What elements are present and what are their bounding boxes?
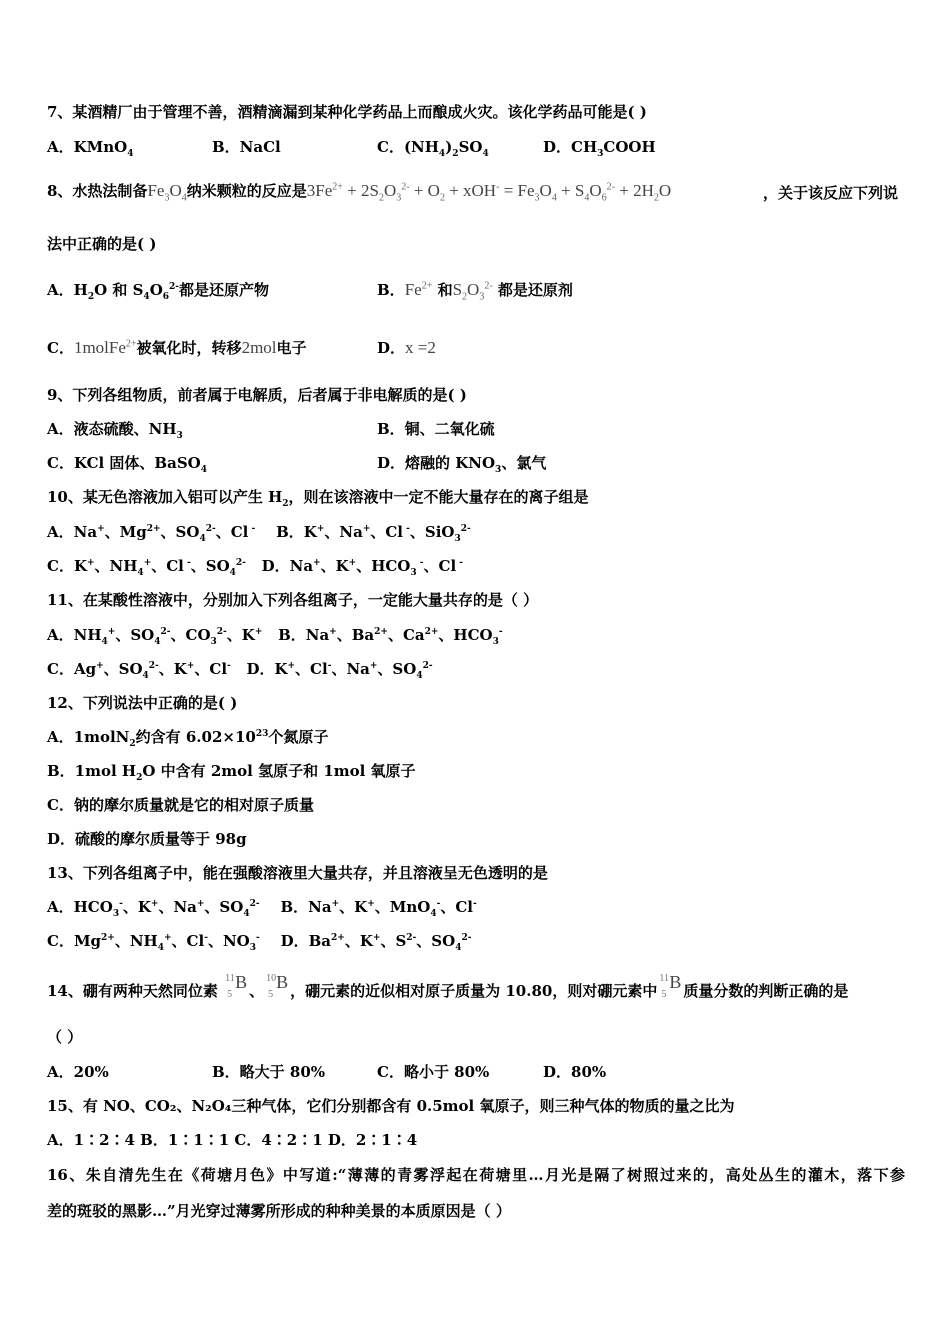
q14-option-b[interactable]: B．略大于 80% [212, 1063, 326, 1081]
q16-stem-line1: 16、朱自清先生在《荷塘月色》中写道:“薄薄的青雾浮起在荷塘里…月光是隔了树照过来的，高处丛生的灌木，落下参 [47, 1166, 905, 1184]
q12-option-d[interactable]: D．硫酸的摩尔质量等于 98g [47, 830, 247, 848]
q14-stem: 14、硼有两种天然同位素 11 5 B 、 10 5 B ，硼元素的近似相对原子质量为 10.80，则对硼元素中 11 5 B 质量分数的判断正确的是 [47, 972, 849, 1000]
q11-options-cd [47, 659, 433, 679]
q12-stem: 12、下列说法中正确的是( ) [47, 694, 238, 712]
isotope-b10: 10 5 B [266, 972, 289, 1000]
q13-options-ab [47, 897, 477, 917]
q13-options-cd [47, 931, 471, 951]
q8-option-a[interactable]: A．$H_2O$ 和 $S_4O_6^{2-}$都是还原产物 [47, 281, 270, 302]
q11-option-c[interactable]: C．Ag+、$SO_4^{2-}$、K+、Cl- [47, 660, 231, 681]
q9-option-a[interactable]: A．液态硫酸、$NH_3$ [47, 420, 183, 441]
q13-option-a[interactable]: A．$HCO_3^-$、K+、Na+、$SO_4^{2-}$ [47, 898, 260, 919]
q8-option-b[interactable]: B．$Fe^{2+}$ 和$S_2O_3^{2-}$ 都是还原剂 [377, 280, 573, 303]
q11-stem: 11、在某酸性溶液中，分别加入下列各组离子，一定能大量共存的是（ ） [47, 591, 539, 609]
q11-option-b[interactable]: B．Na+、$Ba^{2+}$、$Ca^{2+}$、$HCO_3^-$ [278, 626, 503, 647]
q10-option-d[interactable]: D．Na+、K+、$HCO_3$ -、Cl - [261, 557, 464, 578]
q10-stem: 10、某无色溶液加入铝可以产生 $H_2$，则在该溶液中一定不能大量存在的离子组是 [47, 488, 589, 509]
q8-option-c[interactable]: C．1molFe$^{2+}$被氧化时，转移2mol电子 [47, 338, 307, 357]
q7-option-b[interactable]: B．NaCl [212, 138, 281, 156]
q7-stem: 7、某酒精厂由于管理不善，酒精滴漏到某种化学药品上而酿成火灾。该化学药品可能是( ) [47, 103, 647, 121]
q14-paren: （ ） [47, 1028, 83, 1046]
q8-stem: 8、水热法制备$Fe_3O_4$纳米颗粒的反应是$3Fe^{2+} + 2S_2O_3^{2-} + O_2 + xOH^- = Fe_3O_4 + S_4O_6^{2-} + 2H_2O$ [47, 181, 672, 204]
q13-option-d[interactable]: D．$Ba^{2+}$、K+、$S^{2-}$、$SO_4^{2-}$ [280, 932, 472, 953]
q11-option-a[interactable]: A．$NH_4^+$、$SO_4^{2-}$、$CO_3^{2-}$、K+ [47, 626, 263, 647]
q11-options-ab [47, 625, 503, 645]
q16-stem-line2: 差的斑驳的黑影…”月光穿过薄雾所形成的种种美景的本质原因是（ ） [47, 1202, 511, 1220]
q8-stem-line2: 法中正确的是( ) [47, 235, 157, 253]
q9-option-b[interactable]: B．铜、二氧化硫 [377, 420, 495, 438]
isotope-b11-2: 11 5 B [659, 972, 682, 1000]
q10-option-c[interactable]: C．K+、$NH_4^+$、Cl -、$SO_4^{2-}$ [47, 557, 246, 578]
q9-stem: 9、下列各组物质，前者属于电解质，后者属于非电解质的是( ) [47, 386, 467, 404]
q8-stem-tail: ，关于该反应下列说 [763, 184, 899, 202]
q13-stem: 13、下列各组离子中，能在强酸溶液里大量共存，并且溶液呈无色透明的是 [47, 864, 548, 882]
q14-option-a[interactable]: A．20% [47, 1063, 109, 1081]
q10-options-ab [47, 522, 471, 542]
q14-option-c[interactable]: C．略小于 80% [377, 1063, 490, 1081]
isotope-b11: 11 5 B [225, 972, 248, 1000]
q10-option-b[interactable]: B．K+、Na+、Cl -、SiO$_3^{2-}$ [276, 523, 471, 544]
formula-reaction-equation: $3Fe^{2+} + 2S_2O_3^{2-} + O_2 + xOH^- = Fe_3O_4 + S_4O_6^{2-} + 2H_2O$ [306, 181, 672, 204]
q12-option-a[interactable]: A．1molN$_2$约含有 $6.02\times 10^{23}$个氮原子 [47, 728, 329, 749]
q9-option-c[interactable]: C．KCl 固体、BaSO$_4$ [47, 454, 207, 475]
q14-option-d[interactable]: D．80% [543, 1063, 607, 1081]
q10-option-a[interactable]: A．Na+、$Mg^{2+}$、$SO_4^{2-}$、Cl - [47, 523, 256, 544]
q7-option-c[interactable]: C．$(NH_4)_2SO_4$ [377, 138, 489, 159]
formula-fe3o4: $Fe_3O_4$ [147, 181, 187, 204]
q13-option-b[interactable]: B．Na+、K+、MnO$_4$-、Cl- [280, 898, 477, 919]
q15-stem: 15、有 NO、CO₂、N₂O₄三种气体，它们分别都含有 0.5mol 氧原子，则三种气体的物质的量之比为 [47, 1097, 735, 1115]
q12-option-b[interactable]: B．1mol $H_2O$ 中含有 2mol 氢原子和 1mol 氧原子 [47, 762, 416, 783]
q7-option-a[interactable]: A．KMnO$_4$ [47, 138, 134, 159]
q7-option-d[interactable]: D．$CH_3COOH$ [543, 138, 656, 159]
q9-option-d[interactable]: D．熔融的 $KNO_3$、氯气 [377, 454, 547, 475]
q12-option-c[interactable]: C．钠的摩尔质量就是它的相对原子质量 [47, 796, 314, 814]
q15-options[interactable]: A．1∶2∶4 B．1∶1∶1 C．4∶2∶1 D．2∶1∶4 [47, 1131, 418, 1149]
formula-fe2plus: $Fe^{2+}$ [404, 280, 433, 299]
formula-s2o3: $S_2O_3^{2-}$ [452, 280, 493, 303]
q11-option-d[interactable]: D．K+、Cl-、Na+、$SO_4^{2-}$ [246, 660, 433, 681]
q13-option-c[interactable]: C．$Mg^{2+}$、$NH_4^+$、Cl-、$NO_3^-$ [47, 932, 260, 953]
q10-options-cd [47, 556, 463, 576]
q8-option-d[interactable]: D．x =2 [377, 338, 436, 357]
